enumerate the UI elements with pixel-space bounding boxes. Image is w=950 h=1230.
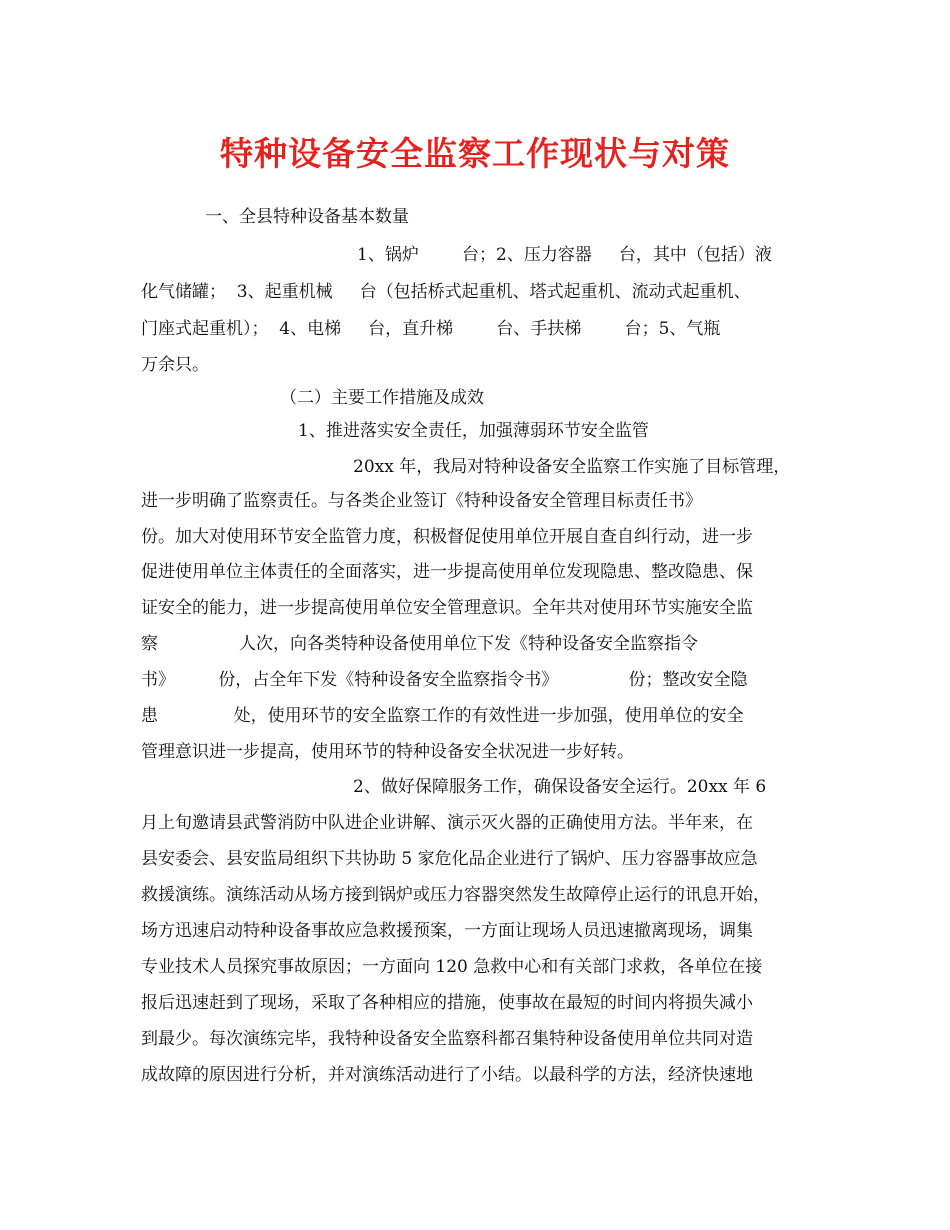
paragraph-line: 场方迅速启动特种设备事故应急救援预案，一方面让现场人员迅速撤离现场，调集 [141, 921, 753, 941]
paragraph-line: 成故障的原因进行分析，并对演练活动进行了小结。以最科学的方法，经济快速地 [141, 1065, 753, 1085]
document-title: 特种设备安全监察工作现状与对策 [220, 134, 730, 173]
paragraph-line: 1、锅炉 台；2、压力容器 台，其中（包括）液 [357, 245, 772, 265]
paragraph-line: 管理意识进一步提高，使用环节的特种设备安全状况进一步好转。 [141, 742, 634, 762]
paragraph-line: 到最少。每次演练完毕，我特种设备安全监察科都召集特种设备使用单位共同对造 [141, 1029, 753, 1049]
paragraph-line: 专业技术人员探究事故原因；一方面向 120 急救中心和有关部门求救，各单位在接 [141, 957, 763, 977]
paragraph-line: 门座式起重机）； 4、电梯 台，直升梯 台、手扶梯 台；5、气瓶 [141, 319, 721, 339]
paragraph-line: 万余只。 [141, 355, 209, 375]
paragraph-line: 2、做好保障服务工作，确保设备安全运行。20xx 年 6 [353, 777, 767, 797]
paragraph-line: 份。加大对使用环节安全监管力度，积极督促使用单位开展自查自纠行动，进一步 [141, 527, 753, 547]
paragraph-line: 察 人次，向各类特种设备使用单位下发《特种设备安全监察指令 [141, 634, 699, 654]
section-heading: 一、全县特种设备基本数量 [205, 207, 409, 227]
paragraph-line: 报后迅速赶到了现场，采取了各种相应的措施，使事故在最短的时间内将损失减小 [141, 993, 753, 1013]
paragraph-line: 月上旬邀请县武警消防中队进企业讲解、演示灭火器的正确使用方法。半年来，在 [141, 813, 753, 833]
paragraph-line: 证安全的能力，进一步提高使用单位安全管理意识。全年共对使用环节实施安全监 [141, 598, 753, 618]
paragraph-line: 促进使用单位主体责任的全面落实，进一步提高使用单位发现隐患、整改隐患、保 [141, 562, 753, 582]
subsection-heading: 1、推进落实安全责任，加强薄弱环节安全监管 [298, 421, 649, 441]
paragraph-line: 患 处，使用环节的安全监察工作的有效性进一步加强，使用单位的安全 [141, 706, 744, 726]
paragraph-line: 化气储罐； 3、起重机械 台（包括桥式起重机、塔式起重机、流动式起重机、 [141, 282, 751, 302]
paragraph-line: 进一步明确了监察责任。与各类企业签订《特种设备安全管理目标责任书》 [141, 491, 702, 511]
section-heading: （二）主要工作措施及成效 [280, 388, 484, 408]
paragraph-line: 救援演练。演练活动从场方接到锅炉或压力容器突然发生故障停止运行的讯息开始， [141, 885, 770, 905]
paragraph-line: 县安委会、县安监局组织下共协助 5 家危化品企业进行了锅炉、压力容器事故应急 [141, 849, 758, 869]
paragraph-line: 书》 份，占全年下发《特种设备安全监察指令书》 份；整改安全隐 [141, 670, 748, 690]
paragraph-line: 20xx 年，我局对特种设备安全监察工作实施了目标管理， [353, 457, 791, 477]
